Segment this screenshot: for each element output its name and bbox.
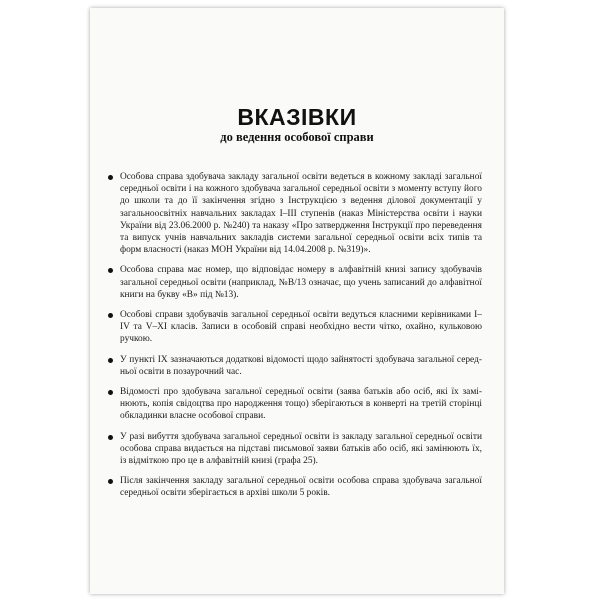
bullet-icon	[108, 358, 113, 363]
list-item	[110, 309, 482, 346]
list-item	[110, 386, 482, 423]
page-title: ВКАЗІВКИ	[237, 104, 357, 130]
list-item-text: У разі вибуття здобувача загальної середньої освіти із закладу загальної середньої освіти особова справа видається на підставі письмової заяви батьків або осіб, які замінюють їх, із відміткою про це в алфавітній книзі (графа 25).	[120, 431, 482, 467]
list-item-text: У пункті IX зазначаються додаткові відомості щодо зайнятості здобувача загальної серед-ньої освіти в позаурочний час.	[120, 354, 482, 377]
bullet-icon	[108, 313, 113, 318]
list-item-text: Відомості про здобувача загальної середньої освіти (заява батьків або осіб, які їх замі-нюють, копія свідоцтва про народження тощо) зберігаються в конверті на третій сторінці обкладинки власне особової справи.	[120, 387, 482, 422]
bullet-icon	[108, 390, 113, 395]
list-item	[110, 264, 482, 301]
bullet-icon	[108, 175, 113, 180]
list-item-text: Особові справи здобувачів загальної середньої освіти ведуться класними керівниками І–IV та V–XI класів. Записи в особовій справі необхідно вести чітко, охайно, кульковою ручкою.	[120, 310, 482, 345]
instruction-list	[110, 171, 482, 508]
bullet-icon	[108, 268, 113, 273]
list-item	[110, 475, 482, 499]
list-item-text: Особова справа має номер, що відповідає номеру в алфавітній книзі запису здобувачів загальної середньої освіти (наприклад, №В/13 означає, що учень записаний до алфавітної книги на букву «В» під №13).	[120, 265, 482, 300]
list-item-text: Після закінчення закладу загальної середньої освіти особова справа здобувача загальної середньої освіти зберігається в архіві школи 5 років.	[120, 476, 482, 499]
page-subtitle: до ведення особової справи	[220, 130, 374, 144]
list-item	[110, 354, 482, 378]
list-item	[110, 171, 482, 256]
bullet-icon	[108, 479, 113, 484]
document-page	[90, 8, 504, 594]
list-item-text: Особова справа здобувача закладу загальної освіти ведеться в кожному закладі загальної середньої освіти і на кожного здобувача загальної середньої освіти з моменту вступу його до школи та до її закінчення згідно з Інструкцією з ведення ділової документації у загальноосвітніх навчальних закладах І–ІІІ ступенів (наказ Міністерства освіти і науки України від 23.06.2000 р. №240) та наказу «Про затвердження Інструкції про переведення та випуск учнів навчальних закладів системи загальної середньої освіти всіх типів та форм власності (наказ МОН України від 14.04.2008 р. №319)».	[120, 172, 482, 256]
bullet-icon	[108, 435, 113, 440]
list-item	[110, 431, 482, 468]
